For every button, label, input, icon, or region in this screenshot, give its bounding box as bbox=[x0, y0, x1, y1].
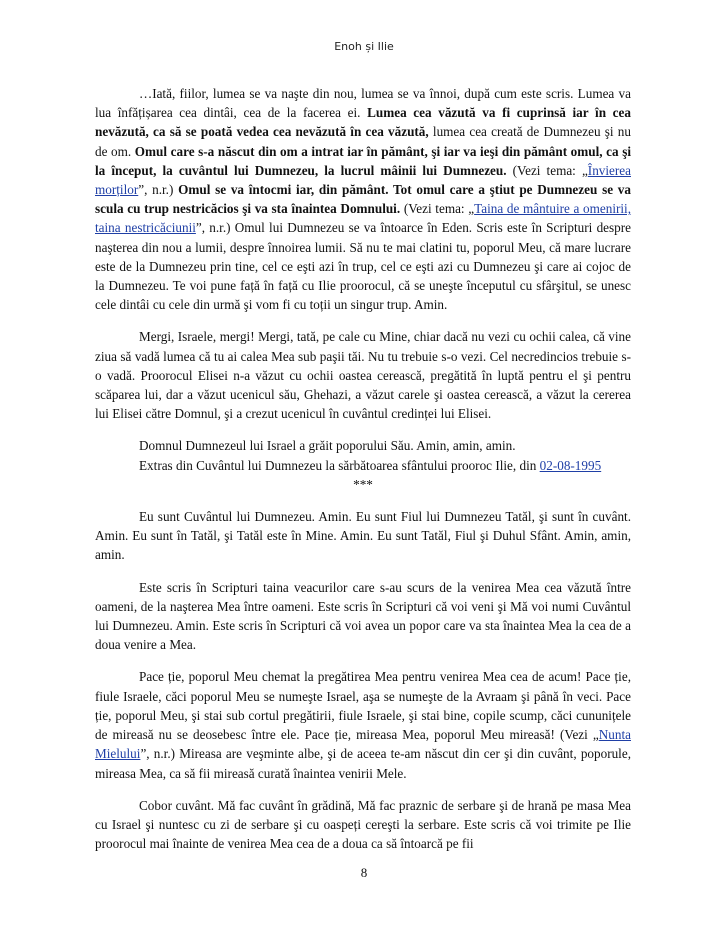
body-text bbox=[95, 84, 631, 866]
paragraph bbox=[95, 507, 631, 565]
text-run: Mergi, Israele, mergi! Mergi, tată, pe cale cu Mine, chiar dacă nu vezi cu ochii calea, că vine ziua să vadă lumea că tu ai calea Mea sub paşii tăi. Nu tu trebuie s-o vezi. Cel necredincios trebuie s-o vadă. Proorocul Elisei n-a văzut cu ochii oastea cerească, pregătită în luptă pentru el şi pentru scăparea lui, dar a văzut ucenicul său, Ghehazi, a văzut carele şi oastea cerească, a văzut la cererea lui Elisei către Domnul, şi a crezut ucenicul în cuvântul credinței lui Elisei. bbox=[95, 329, 631, 422]
text-run: Domnul Dumnezeul lui Israel a grăit poporului Său. Amin, amin, amin. bbox=[139, 438, 516, 454]
text-run: …Iată, fiilor, lumea se va naşte din nou, lumea se va înnoi, după cum este scris. Lumea va lua înfățișarea cea dintâi, cea de la facerea ei. bbox=[95, 86, 631, 121]
link-nunta-mielului[interactable]: Nunta Mielului bbox=[95, 727, 631, 762]
text-run: ”, n.r.) bbox=[138, 182, 179, 198]
text-run: (Vezi tema: „ bbox=[400, 201, 475, 217]
text-run: Cobor cuvânt. Mă fac cuvânt în grădină, Mă fac praznic de serbare şi de hrană pe masa Mea cu Israel şi nuntesc cu zi de serbare şi cu oaspeți cereşti la serbare. Este scris că voi trimite pe Ilie proorocul mai înainte de venirea Mea cea de a doua ca să întoarcă pe fii bbox=[95, 797, 631, 852]
paragraph bbox=[95, 327, 631, 423]
bold-text-run: Omul care s-a născut din om a intrat iar în pământ, şi iar va ieşi din pământ omul, ca şi la început, la cuvântul lui Dumnezeu, la lucrul mâinii lui Dumnezeu. bbox=[95, 143, 631, 178]
source-note bbox=[95, 456, 631, 475]
paragraph bbox=[95, 796, 631, 854]
link-invierea-mortilor[interactable]: Învierea morților bbox=[95, 162, 631, 198]
paragraph bbox=[95, 667, 631, 782]
paragraph bbox=[95, 578, 631, 655]
bold-text-run: Lumea cea văzută va fi cuprinsă iar în cea nevăzută, ca să se poată vedea cea nevăzută în cea văzută, bbox=[95, 105, 631, 140]
text-run: (Vezi tema: „ bbox=[506, 162, 588, 178]
section-separator: *** bbox=[353, 476, 373, 492]
bold-text-run: Omul se va întocmi iar, din pământ. Tot omul care a ştiut pe Dumnezeu se va scula cu trup nestricăcios şi va sta înaintea Domnului. bbox=[95, 182, 631, 217]
paragraph bbox=[95, 84, 631, 314]
text-run: Extras din Cuvântul lui Dumnezeu la sărbătoarea sfântului prooroc Ilie, din bbox=[139, 457, 540, 473]
text-run: Pace ție, poporul Meu chemat la pregătirea Mea pentru venirea Mea cea de acum! Pace ție, fiule Israele, căci poporul Meu se numeşte Israel, aşa se numeşte de la Avraam şi până în veci. Pace ție, poporul Meu, şi stai sub cortul pregătirii, fiule Israele, şi stai bine, copile scump, căci cununițele de mireasă nu se deosebesc între ele. Pace ție, mireasa Mea, poporul Meu mireasă! (Vezi „ bbox=[95, 669, 631, 743]
text-run: ”, n.r.) Mireasa are veşminte albe, şi de aceea te-am născut din cer şi din cuvânt, poporule, mireasa Mea, ca să fii mireasă curată înaintea venirii Mele. bbox=[95, 746, 631, 781]
date-link[interactable]: 02-08-1995 bbox=[539, 457, 602, 473]
text-run: Este scris în Scripturi taina veacurilor care s-au scurs de la venirea Mea cea văzută între oameni, de la naşterea Mea între oameni. Este scris în Scripturi că voi veni şi Mă voi numi Cuvântul lui Dumnezeu. Amin. Este scris în Scripturi că voi avea un popor care va sta înaintea Mea la cea de a doua venire a Mea. bbox=[95, 579, 631, 653]
link-taina-de-mantuire[interactable]: Taina de mântuire a omenirii, taina nestricăciunii bbox=[95, 201, 632, 236]
text-run: Eu sunt Cuvântul lui Dumnezeu. Amin. Eu sunt Fiul lui Dumnezeu Tatăl, şi sunt în cuvânt. Amin. Eu sunt în Tatăl, şi Tatăl este în Mine. Amin. Eu sunt Tatăl, Fiul şi Duhul Sfânt. Amin, amin, amin. bbox=[95, 509, 631, 563]
running-header: Enoh și Ilie bbox=[334, 40, 394, 53]
text-run: lumea cea creată de Dumnezeu şi nu de om. bbox=[95, 124, 631, 159]
page-number: 8 bbox=[360, 865, 368, 880]
paragraph bbox=[95, 436, 631, 455]
text-run: ”, n.r.) Omul lui Dumnezeu se va întoarce în Eden. Scris este în Scripturi despre naşterea din nou a lumii, despre înnoirea lumii. Să nu te mai clatini tu, poporul Meu, că mare lucrare este de la Dumnezeu prin tine, cel ce eşti azi în trup, cel ce eşti azi cu Dumnezeu şi care ai cojoc de la Dumnezeu. Te voi pune față în față cu Ilie proorocul, că se uneşte începutul cu sfârşitul, se unesc cele dintâi cu cele din urmă şi vom fi cu toții un singur trup. Amin. bbox=[95, 220, 631, 313]
